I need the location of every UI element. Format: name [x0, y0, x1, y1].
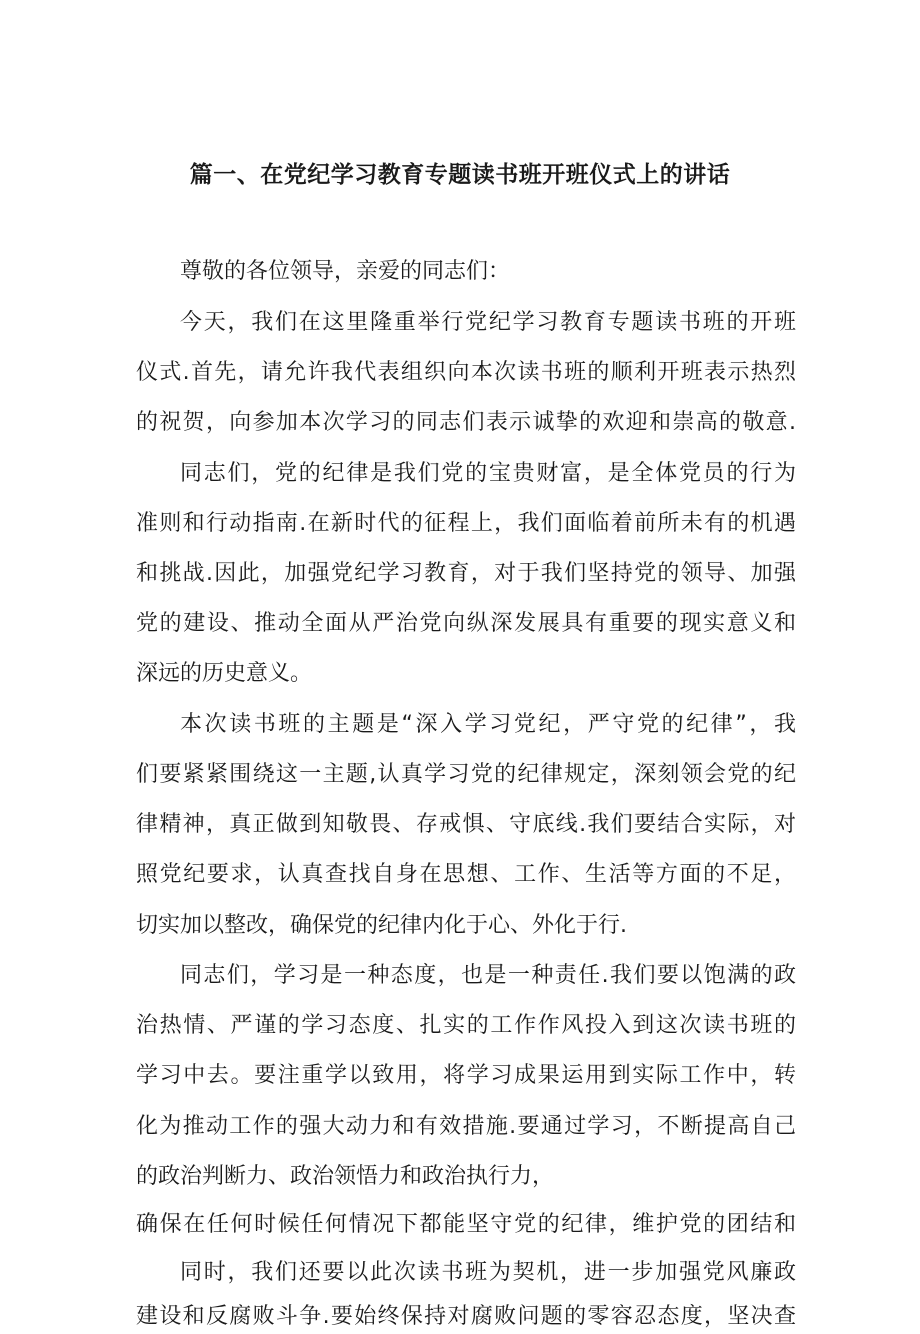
text-line: 同时，我们还要以此次读书班为契机，进一步加强党风廉政	[180, 1260, 796, 1285]
text-line: 们要紧紧围绕这一主题,认真学习党的纪律规定，深刻领会党的纪	[136, 762, 796, 787]
document-title: 篇一、在党纪学习教育专题读书班开班仪式上的讲话	[189, 162, 731, 188]
text-line: 的祝贺，向参加本次学习的同志们表示诚挚的欢迎和崇高的敬意.	[136, 410, 796, 435]
text-line: 同志们，党的纪律是我们党的宝贵财富，是全体党员的行为	[180, 461, 796, 486]
text-line: 照党纪要求，认真查找自身在思想、工作、生活等方面的不足，	[136, 862, 796, 887]
text-line: 切实加以整改，确保党的纪律内化于心、外化于行.	[136, 913, 627, 938]
text-line: 学习中去。要注重学以致用，将学习成果运用到实际工作中，转	[136, 1063, 796, 1088]
text-line: 的政治判断力、政治领悟力和政治执行力，	[136, 1164, 555, 1189]
text-line: 建设和反腐败斗争.要始终保持对腐败问题的零容忍态度，坚决查	[136, 1304, 796, 1329]
text-line: 今天，我们在这里隆重举行党纪学习教育专题读书班的开班	[180, 310, 796, 335]
text-line: 深远的历史意义。	[136, 661, 313, 686]
text-line: 治热情、严谨的学习态度、扎实的工作作风投入到这次读书班的	[136, 1013, 796, 1038]
text-line: 和挑战.因此，加强党纪学习教育，对于我们坚持党的领导、加强	[136, 561, 796, 586]
text-line: 确保在任何时候任何情况下都能坚守党的纪律，维护党的团结和	[136, 1212, 796, 1237]
text-line: 准则和行动指南.在新时代的征程上，我们面临着前所未有的机遇	[136, 511, 796, 536]
text-line: 化为推动工作的强大动力和有效措施.要通过学习，不断提高自己	[136, 1114, 796, 1139]
text-line: 尊敬的各位领导，亲爱的同志们：	[180, 259, 511, 284]
text-line: 同志们，学习是一种态度，也是一种责任.我们要以饱满的政	[180, 963, 796, 988]
text-line: 律精神，真正做到知敬畏、存戒惧、守底线.我们要结合实际，对	[136, 812, 796, 837]
text-line: 本次读书班的主题是“深入学习党纪，严守党的纪律”，我	[180, 712, 796, 737]
text-line: 仪式.首先，请允许我代表组织向本次读书班的顺利开班表示热烈	[136, 360, 796, 385]
text-line: 党的建设、推动全面从严治党向纵深发展具有重要的现实意义和	[136, 611, 796, 636]
